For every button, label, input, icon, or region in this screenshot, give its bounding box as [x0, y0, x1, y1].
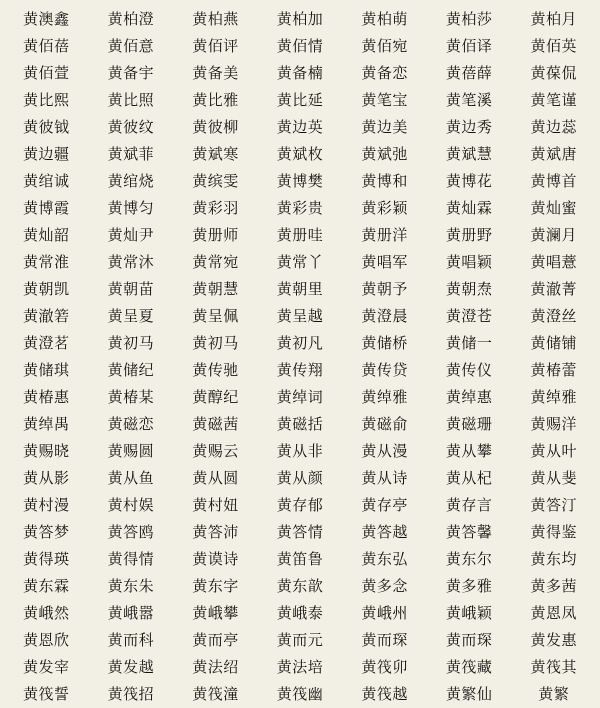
name-cell[interactable]: 黄澄丝: [530, 307, 578, 325]
name-cell[interactable]: 黄东均: [530, 550, 578, 568]
name-cell[interactable]: 黄峨州: [361, 604, 408, 622]
name-cell[interactable]: 黄村妞: [192, 496, 239, 514]
name-row: [4, 465, 596, 492]
name-cell[interactable]: 黄多茜: [530, 577, 578, 595]
name-cell[interactable]: 黄常淮: [23, 253, 70, 271]
name-cell[interactable]: 黄葆侃: [530, 64, 578, 82]
name-cell[interactable]: 黄斌菲: [107, 145, 155, 163]
name-cell[interactable]: 黄得情: [107, 550, 155, 568]
name-cell[interactable]: 黄得瑛: [23, 550, 70, 568]
name-cell[interactable]: 黄储琪: [23, 361, 70, 379]
name-cell[interactable]: 黄醇纪: [192, 388, 239, 406]
name-cell[interactable]: 黄而科: [107, 631, 155, 649]
name-cell[interactable]: 黄唱颖: [445, 253, 493, 271]
name-cell[interactable]: 黄册野: [445, 226, 493, 244]
name-cell[interactable]: 黄彩贵: [276, 199, 324, 217]
name-cell[interactable]: 黄灿蜜: [530, 199, 578, 217]
name-cell[interactable]: 黄筏越: [361, 685, 408, 703]
name-cell[interactable]: 黄多念: [361, 577, 408, 595]
name-cell[interactable]: 黄从颜: [276, 469, 324, 487]
name-cell[interactable]: 黄峨攀: [192, 604, 239, 622]
name-cell[interactable]: 黄东歆: [276, 577, 324, 595]
name-cell[interactable]: 黄备美: [192, 64, 239, 82]
name-cell[interactable]: 黄峨然: [23, 604, 70, 622]
name-cell[interactable]: 黄从鱼: [107, 469, 155, 487]
name-cell[interactable]: 黄法绍: [192, 658, 239, 676]
name-cell[interactable]: 黄筏誓: [23, 685, 70, 703]
name-cell[interactable]: 黄笔谨: [530, 91, 578, 109]
name-cell[interactable]: 黄边蕊: [530, 118, 578, 136]
name-cell[interactable]: 黄法培: [276, 658, 324, 676]
name-cell[interactable]: 黄册洋: [361, 226, 408, 244]
name-cell[interactable]: 黄初凡: [276, 334, 324, 352]
name-cell[interactable]: 黄峨颖: [445, 604, 493, 622]
name-cell[interactable]: 黄朝凯: [23, 280, 70, 298]
name-cell[interactable]: 黄彼柳: [192, 118, 239, 136]
name-cell[interactable]: 黄从诗: [361, 469, 408, 487]
name-cell[interactable]: 黄东霖: [23, 577, 70, 595]
name-cell[interactable]: 黄呈夏: [107, 307, 155, 325]
name-row: [4, 141, 596, 168]
name-cell[interactable]: 黄灿尹: [107, 226, 155, 244]
name-cell[interactable]: 黄从叶: [530, 442, 578, 460]
name-cell[interactable]: 黄备宇: [107, 64, 155, 82]
name-cell[interactable]: 黄朝里: [276, 280, 324, 298]
name-cell[interactable]: 黄备楠: [276, 64, 324, 82]
name-cell[interactable]: 黄答汀: [530, 496, 578, 514]
name-cell[interactable]: 黄柏加: [276, 10, 324, 28]
name-cell[interactable]: 黄灿韶: [23, 226, 70, 244]
name-cell[interactable]: 黄斌弛: [361, 145, 408, 163]
name-cell[interactable]: 黄朝慧: [192, 280, 239, 298]
name-cell[interactable]: 黄赐云: [192, 442, 239, 460]
name-cell[interactable]: 黄东尔: [445, 550, 493, 568]
name-row: [4, 357, 596, 384]
name-cell[interactable]: 黄博霞: [23, 199, 70, 217]
name-cell[interactable]: 黄灿霖: [445, 199, 493, 217]
name-cell[interactable]: 黄佰宛: [361, 37, 408, 55]
name-cell[interactable]: 黄传贷: [361, 361, 408, 379]
name-cell[interactable]: 黄柏莎: [445, 10, 493, 28]
name-cell[interactable]: 黄从漫: [361, 442, 408, 460]
name-cell[interactable]: 黄而元: [276, 631, 324, 649]
name-cell[interactable]: 黄储铺: [530, 334, 578, 352]
name-cell[interactable]: 黄比延: [276, 91, 324, 109]
name-cell[interactable]: 黄从影: [23, 469, 70, 487]
name-cell[interactable]: 黄答越: [361, 523, 408, 541]
name-cell[interactable]: 黄磁珊: [445, 415, 493, 433]
name-cell[interactable]: 黄澄茗: [23, 334, 70, 352]
name-cell[interactable]: 黄澈菁: [530, 280, 578, 298]
name-cell[interactable]: 黄佰意: [107, 37, 155, 55]
name-row: [4, 411, 596, 438]
name-cell[interactable]: 黄传翔: [276, 361, 324, 379]
name-cell[interactable]: 黄缤雯: [192, 172, 239, 190]
name-cell[interactable]: 黄呈佩: [192, 307, 239, 325]
name-row: [4, 627, 596, 654]
name-cell[interactable]: 黄从攀: [445, 442, 493, 460]
name-cell[interactable]: 黄笛鲁: [276, 550, 324, 568]
name-cell[interactable]: 黄东字: [192, 577, 239, 595]
name-cell[interactable]: 黄椿某: [107, 388, 155, 406]
name-cell[interactable]: 黄斌唐: [530, 145, 578, 163]
name-row: [4, 546, 596, 573]
name-cell[interactable]: 黄佰译: [445, 37, 493, 55]
name-cell[interactable]: 黄绰禺: [23, 415, 70, 433]
name-cell[interactable]: 黄繁: [538, 685, 570, 703]
name-cell[interactable]: 黄峨嚣: [107, 604, 155, 622]
name-cell[interactable]: 黄彩颖: [361, 199, 408, 217]
name-cell[interactable]: 黄筏藏: [445, 658, 493, 676]
name-cell[interactable]: 黄答梦: [23, 523, 70, 541]
name-cell[interactable]: 黄博花: [445, 172, 493, 190]
name-cell[interactable]: 黄多雅: [445, 577, 493, 595]
name-cell[interactable]: 黄村娱: [107, 496, 155, 514]
name-cell[interactable]: 黄澳鑫: [23, 10, 70, 28]
name-cell[interactable]: 黄斌寒: [192, 145, 239, 163]
name-row: [4, 519, 596, 546]
name-cell[interactable]: 黄筏招: [107, 685, 155, 703]
name-cell[interactable]: 黄柏月: [530, 10, 578, 28]
name-row: [4, 114, 596, 141]
name-cell[interactable]: 黄常宛: [192, 253, 239, 271]
name-cell[interactable]: 黄得鉴: [530, 523, 578, 541]
name-row: [4, 195, 596, 222]
name-cell[interactable]: 黄比雅: [192, 91, 239, 109]
name-cell[interactable]: 黄谟诗: [192, 550, 239, 568]
name-cell[interactable]: 黄彼钺: [23, 118, 70, 136]
name-cell[interactable]: 黄佰蓓: [23, 37, 70, 55]
name-cell[interactable]: 黄边英: [276, 118, 324, 136]
name-cell[interactable]: 黄比熙: [23, 91, 70, 109]
name-cell[interactable]: 黄蓓薛: [445, 64, 493, 82]
name-cell[interactable]: 黄澄苍: [445, 307, 493, 325]
name-row: [4, 573, 596, 600]
name-cell[interactable]: 黄答馨: [445, 523, 493, 541]
name-cell[interactable]: 黄恩欣: [23, 631, 70, 649]
name-cell[interactable]: 黄赐洋: [530, 415, 578, 433]
name-cell[interactable]: 黄边疆: [23, 145, 70, 163]
name-row: [4, 384, 596, 411]
name-cell[interactable]: 黄比照: [107, 91, 155, 109]
name-cell[interactable]: 黄唱薏: [530, 253, 578, 271]
name-cell[interactable]: 黄村漫: [23, 496, 70, 514]
name-cell[interactable]: 黄存亭: [361, 496, 408, 514]
name-cell[interactable]: 黄椿蕾: [530, 361, 578, 379]
name-cell[interactable]: 黄备恋: [361, 64, 408, 82]
name-cell[interactable]: 黄传驰: [192, 361, 239, 379]
name-cell[interactable]: 黄呈越: [276, 307, 324, 325]
name-cell[interactable]: 黄初马: [192, 334, 239, 352]
name-row: [4, 654, 596, 681]
name-cell[interactable]: 黄册哇: [276, 226, 324, 244]
name-cell[interactable]: 黄储桥: [361, 334, 408, 352]
name-cell[interactable]: 黄从斐: [530, 469, 578, 487]
name-cell[interactable]: 黄绰雅: [361, 388, 408, 406]
name-cell[interactable]: 黄而琛: [361, 631, 408, 649]
name-cell[interactable]: 黄博樊: [276, 172, 324, 190]
name-cell[interactable]: 黄彼纹: [107, 118, 155, 136]
name-cell[interactable]: 黄椿惠: [23, 388, 70, 406]
name-cell[interactable]: 黄澄晨: [361, 307, 408, 325]
name-cell[interactable]: 黄博首: [530, 172, 578, 190]
name-cell[interactable]: 黄笔溪: [445, 91, 493, 109]
name-cell[interactable]: 黄朝焘: [445, 280, 493, 298]
name-cell[interactable]: 黄峨泰: [276, 604, 324, 622]
name-row: [4, 438, 596, 465]
name-cell[interactable]: 黄答鸥: [107, 523, 155, 541]
name-row: [4, 276, 596, 303]
name-cell[interactable]: 黄柏燕: [192, 10, 239, 28]
name-cell[interactable]: 黄传仪: [445, 361, 493, 379]
name-cell[interactable]: 黄佰英: [530, 37, 578, 55]
name-row: [4, 6, 596, 33]
name-cell[interactable]: 黄从非: [276, 442, 324, 460]
name-cell[interactable]: 黄储纪: [107, 361, 155, 379]
name-cell[interactable]: 黄佰萱: [23, 64, 70, 82]
name-cell[interactable]: 黄答情: [276, 523, 324, 541]
name-cell[interactable]: 黄初马: [107, 334, 155, 352]
name-cell[interactable]: 黄绰雅: [530, 388, 578, 406]
name-cell[interactable]: 黄唱军: [361, 253, 408, 271]
name-cell[interactable]: 黄常沐: [107, 253, 155, 271]
name-row: [4, 168, 596, 195]
name-row: [4, 330, 596, 357]
name-cell[interactable]: 黄澈箬: [23, 307, 70, 325]
name-cell[interactable]: 黄博匀: [107, 199, 155, 217]
name-cell[interactable]: 黄册师: [192, 226, 239, 244]
name-cell[interactable]: 黄绾诚: [23, 172, 70, 190]
name-cell[interactable]: 黄赐晓: [23, 442, 70, 460]
name-cell[interactable]: 黄佰情: [276, 37, 324, 55]
name-cell[interactable]: 黄筏卯: [361, 658, 408, 676]
name-cell[interactable]: 黄磁俞: [361, 415, 408, 433]
name-cell[interactable]: 黄存郁: [276, 496, 324, 514]
name-cell[interactable]: 黄答沛: [192, 523, 239, 541]
name-cell[interactable]: 黄筏其: [530, 658, 578, 676]
name-cell[interactable]: 黄繁仙: [445, 685, 493, 703]
name-cell[interactable]: 黄存言: [445, 496, 493, 514]
name-row: [4, 222, 596, 249]
name-cell[interactable]: 黄笔宝: [361, 91, 408, 109]
name-cell[interactable]: 黄佰评: [192, 37, 239, 55]
name-row: [4, 249, 596, 276]
name-cell[interactable]: 黄柏萌: [361, 10, 408, 28]
name-cell[interactable]: 黄朝予: [361, 280, 408, 298]
name-row: [4, 60, 596, 87]
name-row: [4, 681, 596, 708]
name-cell[interactable]: 黄边秀: [445, 118, 493, 136]
name-row: [4, 87, 596, 114]
name-row: [4, 303, 596, 330]
name-cell[interactable]: 黄恩凤: [530, 604, 578, 622]
name-cell[interactable]: 黄澜月: [530, 226, 578, 244]
name-row: [4, 600, 596, 627]
name-cell[interactable]: 黄绰惠: [445, 388, 493, 406]
name-row: [4, 33, 596, 60]
name-cell[interactable]: 黄发惠: [530, 631, 578, 649]
name-cell[interactable]: 黄东朱: [107, 577, 155, 595]
name-row: [4, 492, 596, 519]
name-cell[interactable]: 黄边美: [361, 118, 408, 136]
name-cell[interactable]: 黄从圆: [192, 469, 239, 487]
name-cell[interactable]: 黄储一: [445, 334, 493, 352]
name-cell[interactable]: 黄博和: [361, 172, 408, 190]
name-cell[interactable]: 黄东弘: [361, 550, 408, 568]
name-cell[interactable]: 黄发越: [107, 658, 155, 676]
name-cell[interactable]: 黄常丫: [276, 253, 324, 271]
name-cell[interactable]: 黄绾烧: [107, 172, 155, 190]
name-cell[interactable]: 黄从杞: [445, 469, 493, 487]
name-cell[interactable]: 黄磁括: [276, 415, 324, 433]
name-cell[interactable]: 黄绰词: [276, 388, 324, 406]
name-cell[interactable]: 黄而琛: [445, 631, 493, 649]
name-cell[interactable]: 黄斌慧: [445, 145, 493, 163]
name-cell[interactable]: 黄发宰: [23, 658, 70, 676]
name-cell[interactable]: 黄朝苗: [107, 280, 155, 298]
name-cell[interactable]: 黄磁茜: [192, 415, 239, 433]
name-cell[interactable]: 黄斌枚: [276, 145, 324, 163]
name-cell[interactable]: 黄筏潼: [192, 685, 239, 703]
name-cell[interactable]: 黄彩羽: [192, 199, 239, 217]
name-cell[interactable]: 黄筏幽: [276, 685, 324, 703]
name-cell[interactable]: 黄磁恋: [107, 415, 155, 433]
name-cell[interactable]: 黄而亭: [192, 631, 239, 649]
name-cell[interactable]: 黄柏澄: [107, 10, 155, 28]
name-cell[interactable]: 黄赐圆: [107, 442, 155, 460]
